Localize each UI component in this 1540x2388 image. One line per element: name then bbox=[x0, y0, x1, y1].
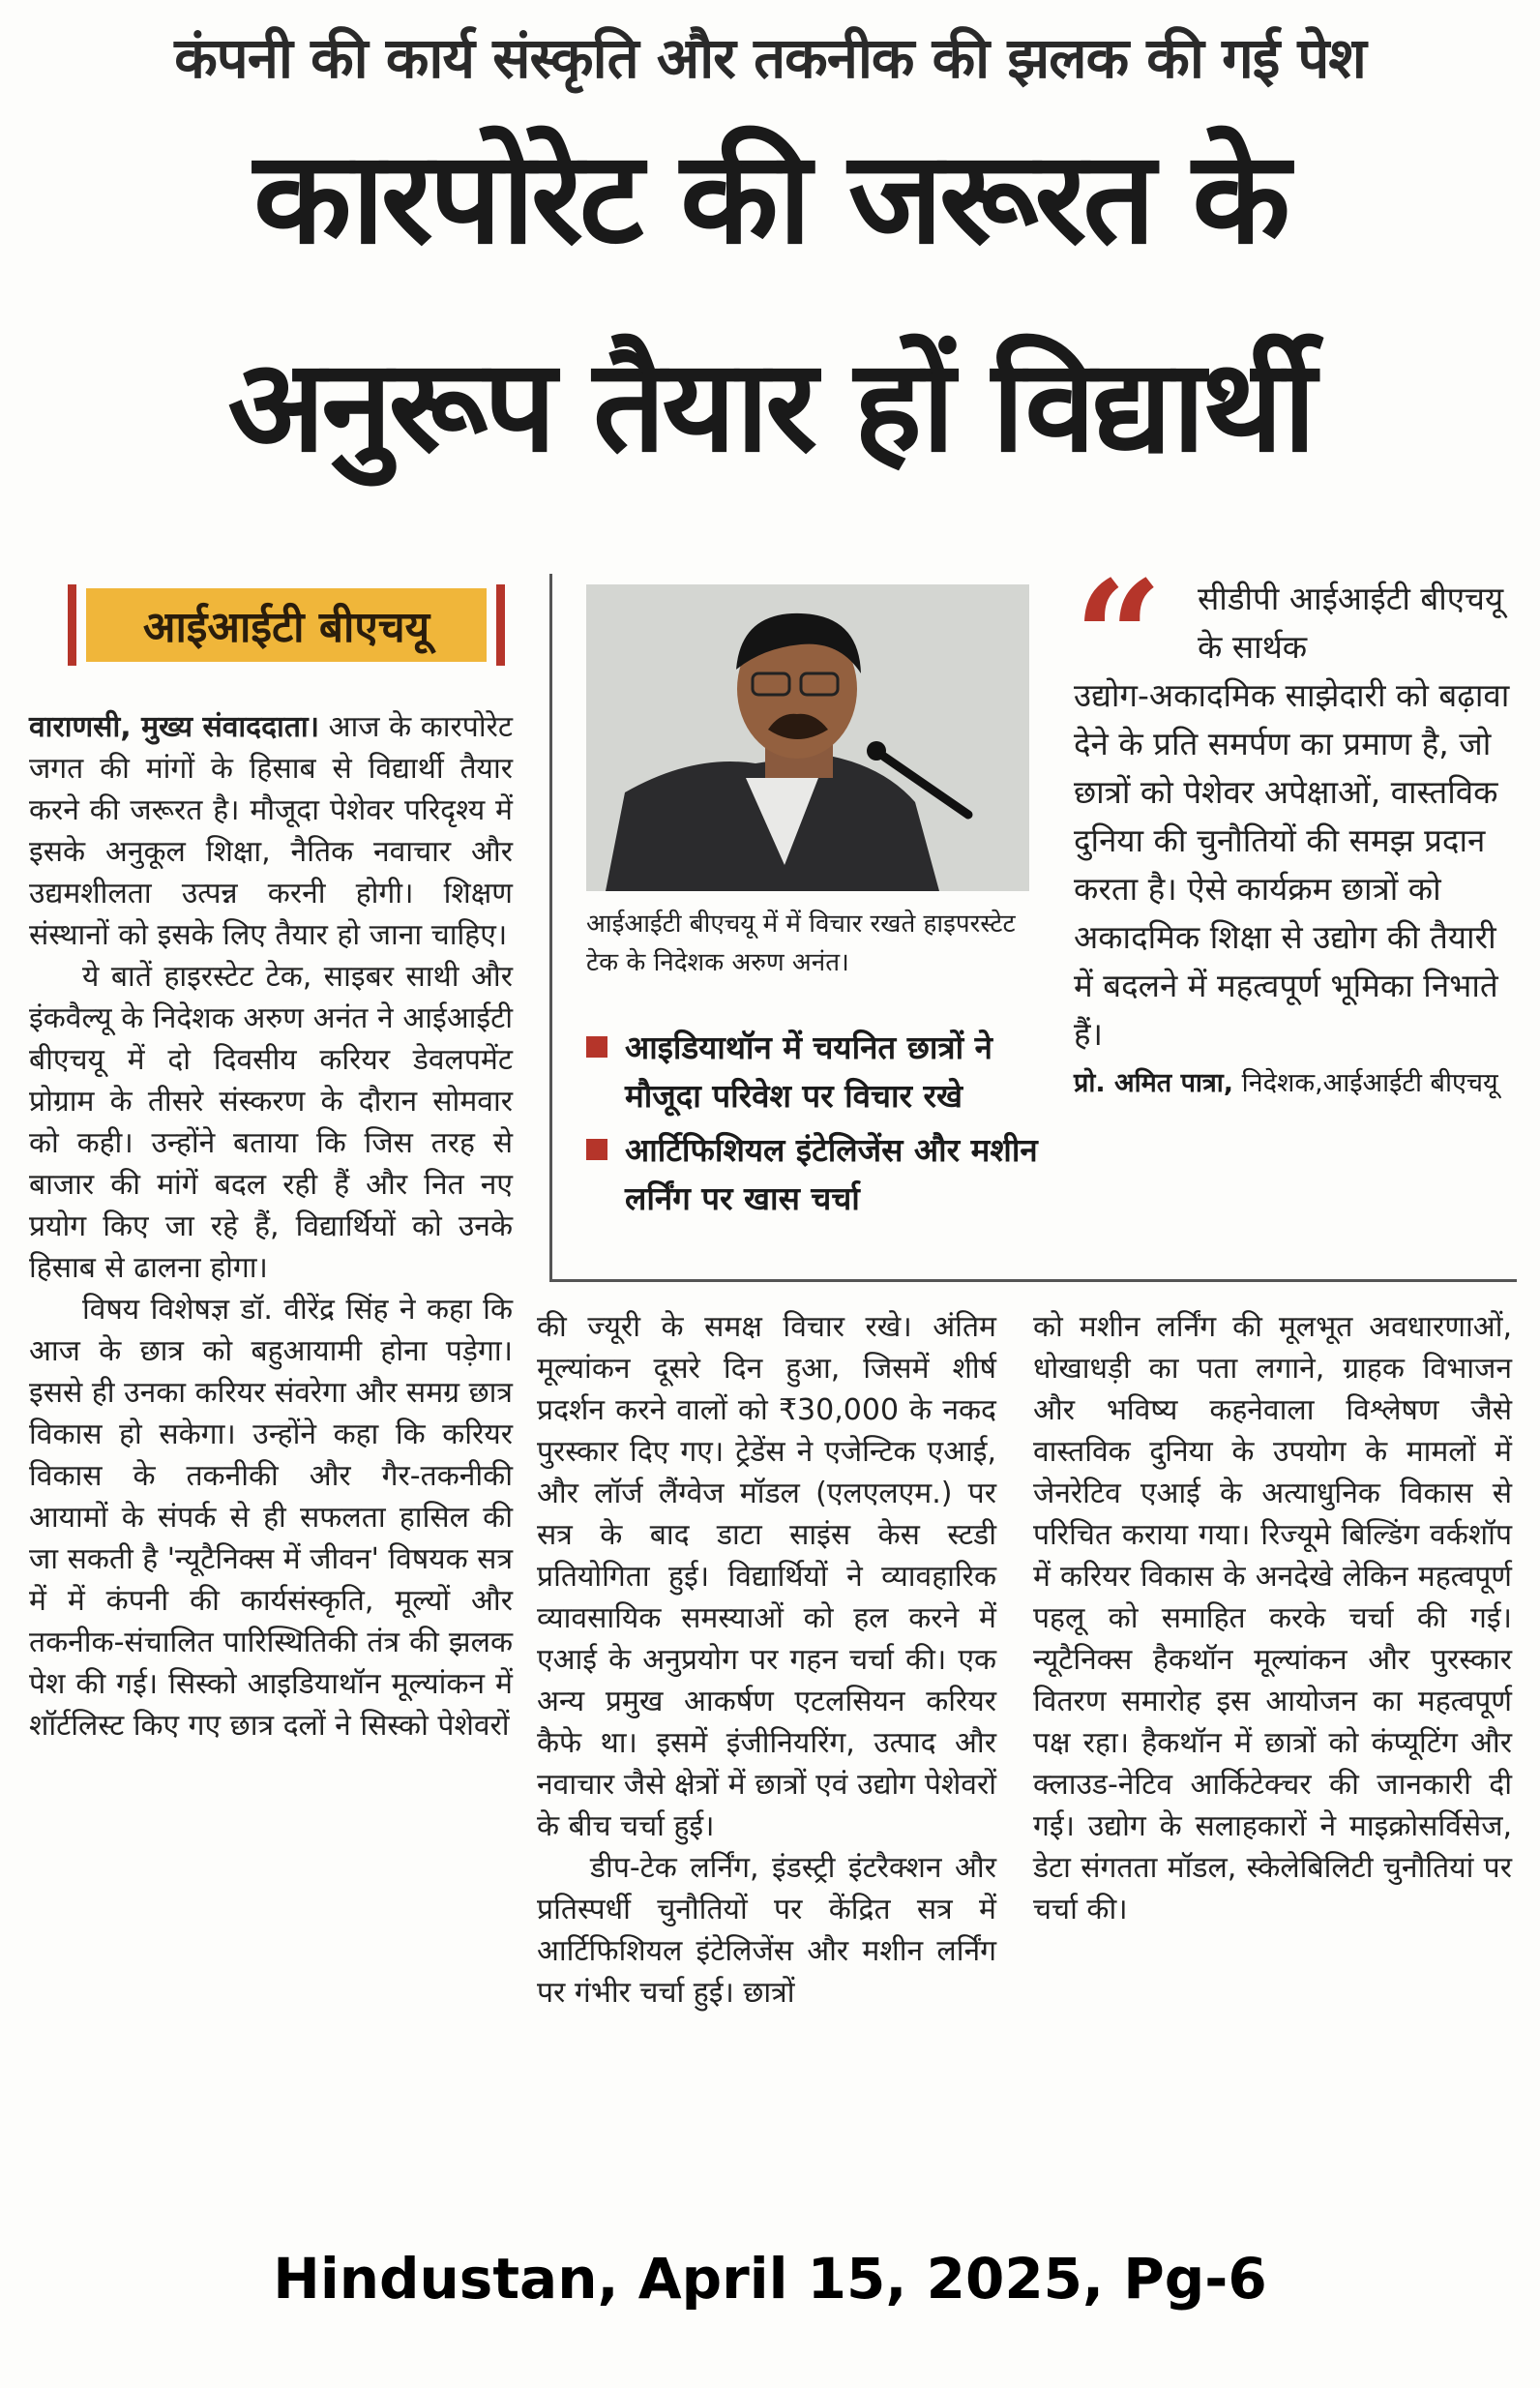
quote-attribution bbox=[1074, 1062, 1514, 1105]
pull-quote bbox=[1074, 547, 1514, 1105]
column-1-paragraph-3: विषय विशेषज्ञ डॉ. वीरेंद्र सिंह ने कहा कि आज के छात्र को बहुआयामी होना पड़ेगा। इससे ही उनका करियर संवरेगा और समग्र छात्र विकास हो सकेगा। उन्होंने कहा कि करियर विकास के तकनीकी और गैर-तकनीकी आयामों के संपर्क से ही सफलता हासिल की जा सकती है 'न्यूटैनिक्स में जीवन' विषयक सत्र में में कंपनी की कार्यसंस्कृति, मूल्यों और तकनीक-संचालित पारिस्थितिकी तंत्र की झलक पेश की गई। सिस्को आइडियाथॉन मूल्यांकन में शॉर्टलिस्ट किए गए छात्र दलों ने सिस्को पेशेवरों bbox=[29, 1293, 514, 1743]
speaker-photo bbox=[586, 584, 1029, 891]
photo-caption: आईआईटी बीएचयू में में विचार रखते हाइपरस्टेट टेक के निदेशक अरुण अनंत। bbox=[586, 910, 1016, 977]
kicker-headline: कंपनी की कार्य संस्कृति और तकनीक की झलक की गई पेश bbox=[174, 25, 1366, 91]
bullet-square-icon bbox=[586, 1139, 607, 1160]
column-2-paragraph-1: की ज्यूरी के समक्ष विचार रखे। अंतिम मूल्यांकन दूसरे दिन हुआ, जिसमें शीर्ष प्रदर्शन करने वालों को ₹30,000 के नकद पुरस्कार दिए गए। ट्रेडेंस ने एजेन्टिक एआई, और लॉर्ज लैंग्वेज मॉडल (एलएलएम.) पर सत्र के बाद डाटा साइंस केस स्टडी प्रतियोगिता हुई। विद्यार्थियों ने व्यावहारिक व्यावसायिक समस्याओं को हल करने में एआई के अनुप्रयोग पर गहन चर्चा की। एक अन्य प्रमुख आकर्षण एटलसियन करियर कैफे था। इसमें इंजीनियरिंग, उत्पाद और नवाचार जैसे क्षेत्रों में छात्रों एवं उद्योग पेशेवरों के बीच चर्चा हुई। bbox=[537, 1310, 996, 1843]
quote-author-title: निदेशक,आईआईटी बीएचयू bbox=[1241, 1068, 1498, 1098]
highlight-text: आर्टिफिशियल इंटेलिजेंस और मशीन लर्निंग पर खास चर्चा bbox=[625, 1131, 1038, 1217]
column-1-paragraph-1-text: आज के कारपोरेट जगत की मांगों के हिसाब से विद्यार्थी तैयार करने की जरूरत है। मौजूदा पेशेवर परिदृश्य में इसके अनुकूल शिक्षा, नैतिक नवाचार और उद्यमशीलता उत्पन्न करनी होगी। शिक्षण संस्थानों को इसके लिए तैयार हो जाना चाहिए। bbox=[29, 710, 513, 952]
quote-text-first: सीडीपी आईआईटी बीएचयू के सार्थक bbox=[1198, 580, 1504, 666]
article-column-2 bbox=[537, 1306, 996, 2014]
column-1-paragraph-1 bbox=[29, 706, 513, 956]
section-tag-label: आईआईटी बीएचयू bbox=[86, 588, 487, 662]
column-3-paragraph-1: को मशीन लर्निंग की मूलभूत अवधारणाओं, धोखाधड़ी का पता लगाने, ग्राहक विभाजन और भविष्य कहनेवाला विश्लेषण जैसे वास्तविक दुनिया के उपयोग के मामलों में जेनरेटिव एआई के अत्याधुनिक विकास से परिचित कराया गया। रिज्यूमे बिल्डिंग वर्कशॉप में करियर विकास के अनदेखे लेकिन महत्वपूर्ण पहलू को समाहित करके चर्चा की गई। न्यूटैनिक्स हैकथॉन मूल्यांकन और पुरस्कार वितरण समारोह इस आयोजन का महत्वपूर्ण पक्ष रहा। हैकथॉन में छात्रों को कंप्यूटिंग और क्लाउड-नेटिव आर्किटेक्चर की जानकारी दी गई। उद्योग के सलाहकारों ने माइक्रोसर्विसेज, डेटा संगतता मॉडल, स्केलेबिलिटी चुनौतियां पर चर्चा की। bbox=[1033, 1310, 1512, 1926]
column-1-paragraph-2: ये बातें हाइरस्टेट टेक, साइबर साथी और इंकवैल्यू के निदेशक अरुण अनंत ने आईआईटी बीएचयू में दो दिवसीय करियर डेवलपमेंट प्रोग्राम के तीसरे संस्करण के दौरान सोमवार को कही। उन्होंने बताया कि जिस तरह से बाजार की मांगें बदल रही हैं और नित नए प्रयोग किए जा रहे हैं, विद्यार्थियों को उनके हिसाब से ढालना होगा। bbox=[29, 960, 513, 1285]
quote-mark-icon: “ bbox=[1074, 547, 1164, 729]
column-2-paragraph-2: डीप-टेक लर्निंग, इंडस्ट्री इंटरैक्शन और प्रतिस्पर्धी चुनौतियों पर केंद्रित सत्र में आर्टिफिशियल इंटेलिजेंस और मशीन लर्निंग पर गंभीर चर्चा हुई। छात्रों bbox=[537, 1851, 996, 2010]
main-headline-line-2: अनुरूप तैयार हों विद्यार्थी bbox=[227, 332, 1313, 481]
highlight-item bbox=[586, 1024, 1041, 1120]
quote-text-rest: उद्योग-अकादमिक साझेदारी को बढ़ावा देने के प्रति समर्पण का प्रमाण है, जो छात्रों को पेशेवर अपेक्षाओं, वास्तविक दुनिया की चुनौतियों की समझ प्रदान करता है। ऐसे कार्यक्रम छात्रों को अकादमिक शिक्षा से उद्योग की तैयारी में बदलने में महत्वपूर्ण भूमिका निभाते हैं। bbox=[1074, 676, 1510, 1053]
speaker-photo-illustration bbox=[586, 584, 1029, 891]
quote-author: प्रो. अमित पात्रा, bbox=[1074, 1068, 1234, 1098]
article-column-1 bbox=[29, 706, 513, 1746]
main-headline-line-1: कारपोरेट की जरूरत के bbox=[253, 124, 1287, 273]
bullet-square-icon bbox=[586, 1036, 607, 1058]
section-tag bbox=[68, 584, 505, 666]
source-credit: Hindustan, April 15, 2025, Pg-6 bbox=[273, 2246, 1267, 2312]
article-column-3 bbox=[1033, 1306, 1512, 1930]
highlight-text: आइडियाथॉन में चयनित छात्रों ने मौजूदा परिवेश पर विचार रखे bbox=[625, 1029, 992, 1115]
dateline: वाराणसी, मुख्य संवाददाता। bbox=[29, 710, 320, 744]
highlights-list bbox=[586, 1024, 1041, 1229]
highlight-item bbox=[586, 1126, 1041, 1223]
